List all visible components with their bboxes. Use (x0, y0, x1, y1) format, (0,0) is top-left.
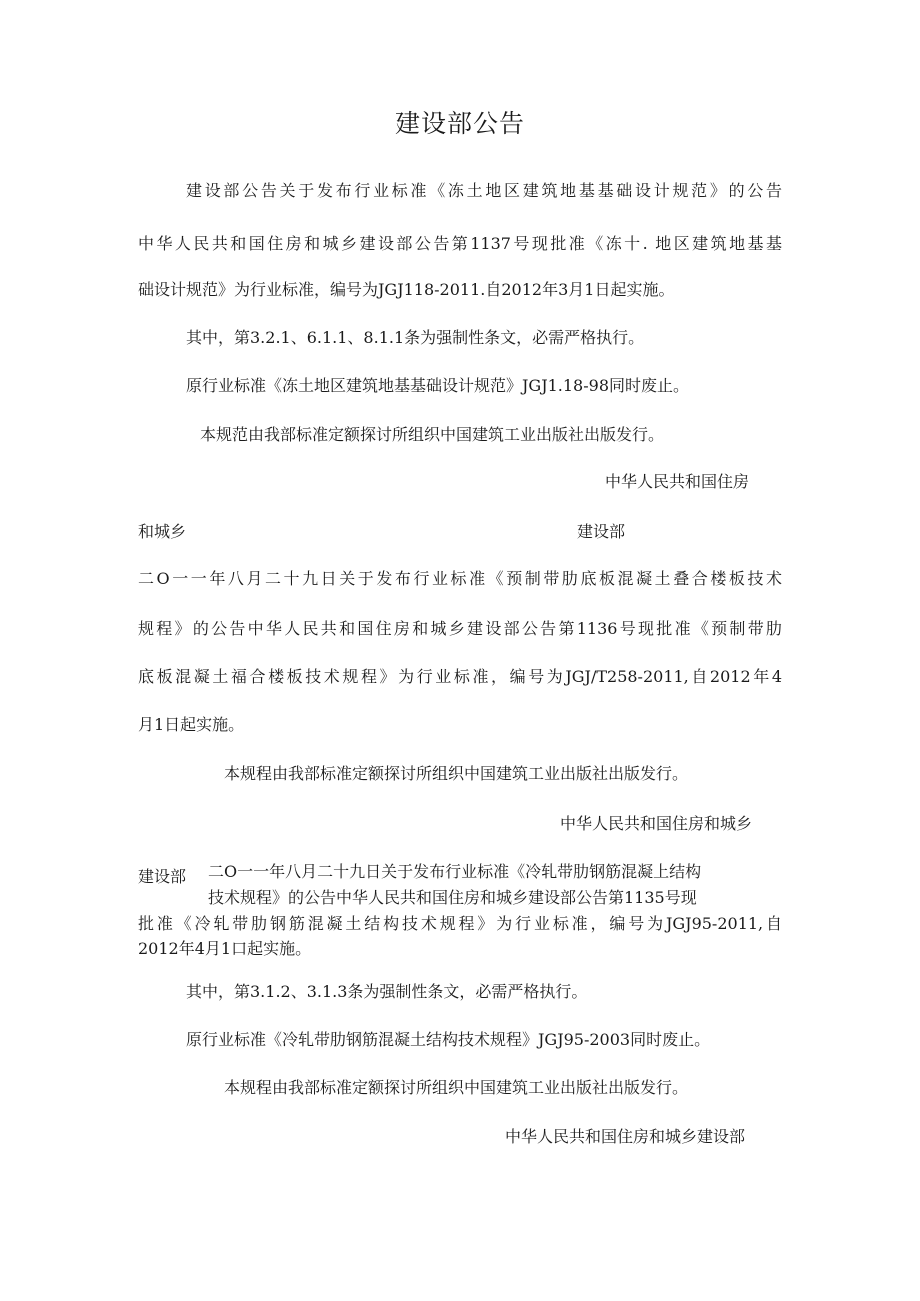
signature-line: 中华人民共和国住房和城乡建设部 (505, 1127, 746, 1146)
paragraph-line: 本规程由我部标准定额探讨所组织中国建筑工业出版社出版发行。 (224, 764, 689, 783)
paragraph-line: 建设部公告关于发布行业标准《冻土地区建筑地基基础设计规范》的公告 (186, 181, 782, 200)
signature-line: 中华人民共和国住房 (605, 472, 750, 491)
signature-line: 和城乡 (138, 522, 187, 541)
paragraph-line: 二O一一年八月二十九日关于发布行业标准《冷轧带肋钢筋混凝上结构 (208, 862, 702, 881)
paragraph-line: 本规范由我部标准定额探讨所组织中国建筑工业出版社出版发行。 (200, 425, 665, 444)
paragraph-line: 2012年4月1口起实施。 (138, 939, 312, 958)
paragraph-line: 技术规程》的公告中华人民共和国住房和城乡建设部公告第1135号现 (208, 888, 697, 907)
signature-line: 建设部 (577, 522, 626, 541)
document-title: 建设部公告 (394, 109, 525, 138)
paragraph-line: 其中，第3.1.2、3.1.3条为强制性条文，必需严格执行。 (186, 982, 588, 1001)
paragraph-line: 础设计规范》为行业标准，编号为JGJ118-2011.自2012年3月1日起实施。 (138, 280, 675, 299)
paragraph-line: 二O一一年八月二十九日关于发布行业标准《预制带肋底板混凝土叠合楼板技术 (138, 569, 782, 588)
paragraph-line: 中华人民共和国住房和城乡建设部公告第1137号现批准《冻十. 地区建筑地基基 (138, 234, 782, 253)
paragraph-line: 其中，第3.2.1、6.1.1、8.1.1条为强制性条文，必需严格执行。 (186, 328, 645, 347)
paragraph-line: 本规程由我部标准定额探讨所组织中国建筑工业出版社出版发行。 (224, 1078, 689, 1097)
paragraph-line: 月1日起实施。 (138, 715, 245, 734)
signature-line: 建设部 (138, 867, 187, 886)
paragraph-line: 规程》的公告中华人民共和国住房和城乡建设部公告第1136号现批准《预制带肋 (138, 619, 782, 638)
paragraph-line: 原行业标准《冻土地区建筑地基基础设计规范》JGJ1.18-98同时废止。 (186, 376, 690, 395)
paragraph-line: 原行业标准《冷轧带肋钢筋混凝土结构技术规程》JGJ95-2003同时废止。 (186, 1030, 711, 1049)
paragraph-line: 底板混凝土福合楼板技术规程》为行业标准，编号为JGJ/T258-2011,自2012年4 (138, 667, 782, 686)
paragraph-line: 批准《冷轧带肋钢筋混凝土结构技术规程》为行业标准，编号为JGJ95-2011,自 (138, 914, 782, 933)
signature-line: 中华人民共和国住房和城乡 (560, 814, 753, 833)
